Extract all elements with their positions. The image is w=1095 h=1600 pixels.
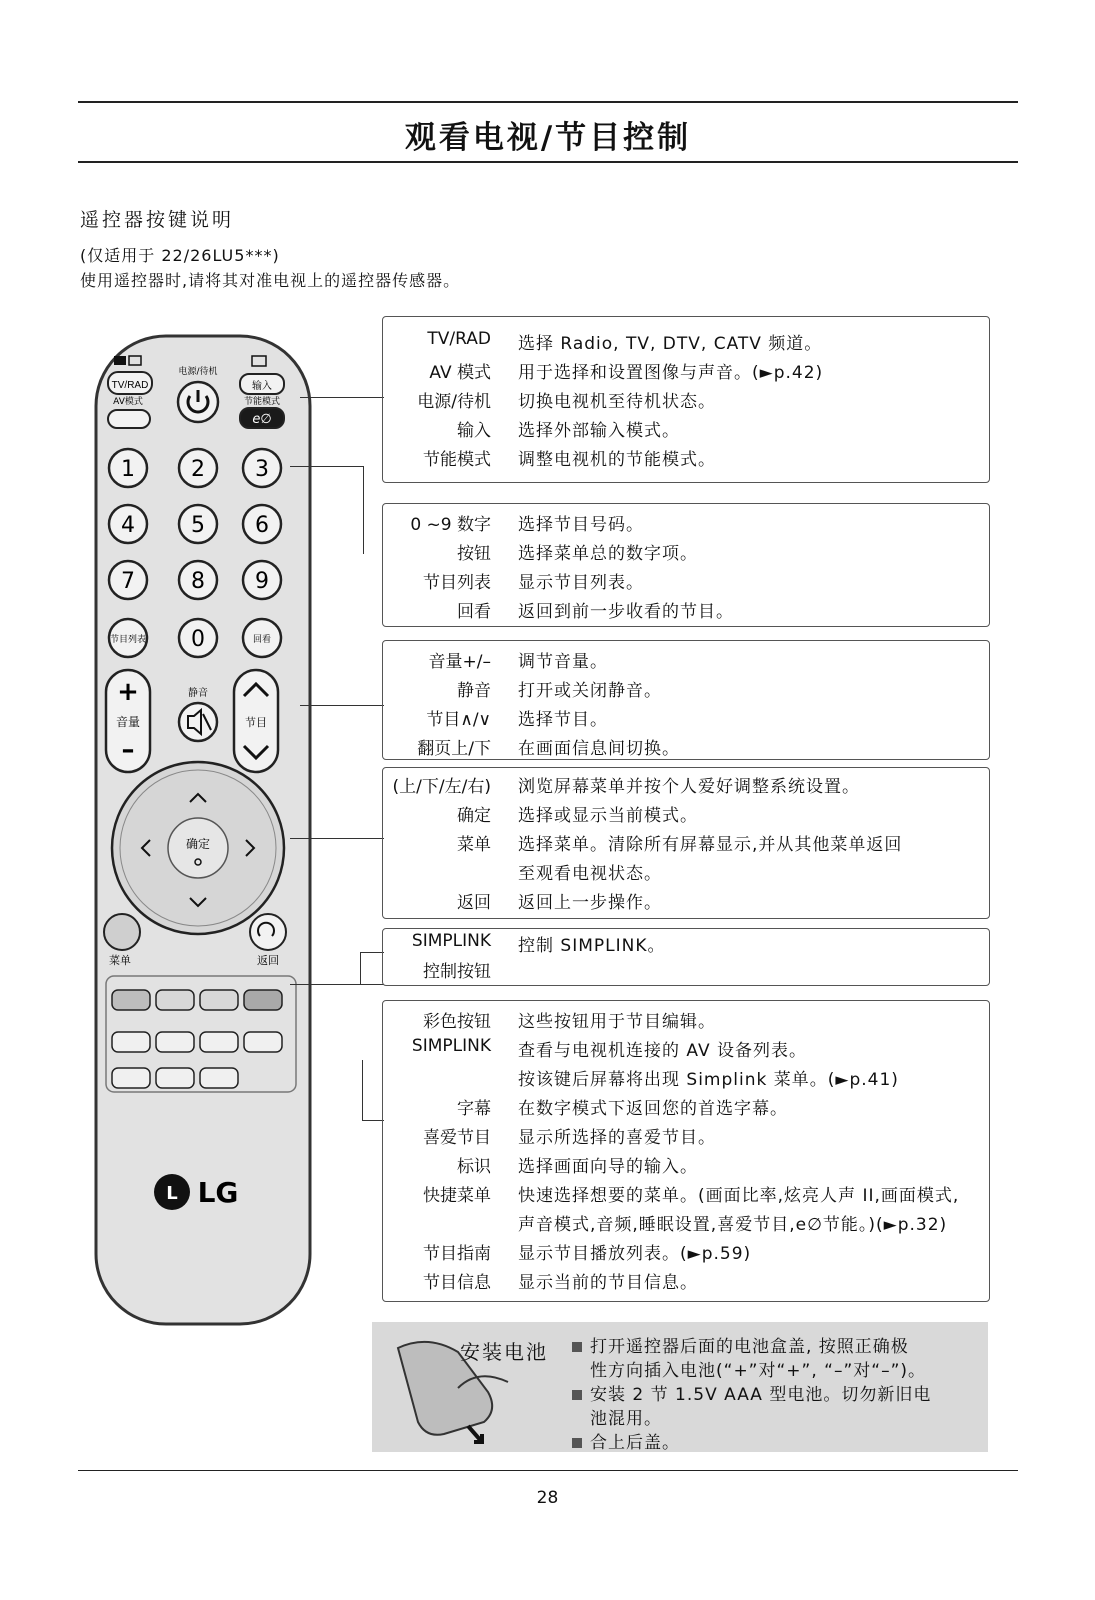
key-description: 返回到前一步收看的节目。 bbox=[518, 602, 734, 622]
leader-line bbox=[300, 705, 384, 706]
battery-instruction-text: 池混用。 bbox=[590, 1409, 662, 1429]
leader-line bbox=[290, 466, 364, 467]
key-description: 在数字模式下返回您的首选字幕。 bbox=[518, 1099, 788, 1119]
menu-label: 菜单 bbox=[109, 954, 131, 967]
key-description: 显示所选择的喜爱节目。 bbox=[518, 1128, 716, 1148]
mute-button[interactable] bbox=[179, 703, 217, 741]
battery-title: 安装电池 bbox=[460, 1340, 548, 1364]
key-label: 回看 bbox=[457, 602, 491, 622]
battery-section bbox=[372, 1322, 988, 1452]
svg-text:6: 6 bbox=[255, 513, 269, 538]
key-label: 节目∧/∨ bbox=[426, 710, 491, 730]
battery-instruction bbox=[590, 1356, 926, 1381]
svg-text:2: 2 bbox=[191, 457, 205, 482]
key-label: 0 ~9 数字 bbox=[410, 515, 491, 535]
key-label: 节目指南 bbox=[423, 1244, 491, 1264]
battery-instruction-text: 合上后盖。 bbox=[590, 1433, 680, 1453]
model-note: (仅适用于 22/26LU5***) bbox=[80, 246, 280, 265]
svg-text:e∅: e∅ bbox=[252, 412, 272, 427]
key-description: 选择节目号码。 bbox=[518, 515, 644, 535]
key-description: 显示节目列表。 bbox=[518, 573, 644, 593]
title-rule bbox=[78, 161, 1018, 163]
key-description: 调节音量。 bbox=[518, 652, 608, 672]
battery-instruction-text: 打开遥控器后面的电池盒盖, 按照正确极 bbox=[590, 1337, 909, 1357]
svg-text:–: – bbox=[121, 735, 135, 765]
key-description: 打开或关闭静音。 bbox=[518, 681, 662, 701]
key-description: 查看与电视机连接的 AV 设备列表。 bbox=[518, 1041, 807, 1061]
battery-instruction-text: 性方向插入电池(“+”对“+”, “–”对“–”)。 bbox=[590, 1361, 927, 1381]
key-description: 选择外部输入模式。 bbox=[518, 421, 680, 441]
mute-label: 静音 bbox=[188, 688, 208, 699]
number-key-8[interactable] bbox=[243, 561, 281, 599]
program-rocker[interactable] bbox=[234, 670, 278, 772]
svg-text:L: L bbox=[166, 1183, 178, 1204]
key-description: 选择菜单。清除所有屏幕显示,并从其他菜单返回 bbox=[518, 835, 903, 855]
number-key-1[interactable] bbox=[179, 449, 217, 487]
key-label: 按钮 bbox=[457, 544, 491, 564]
key-label: 音量+/– bbox=[428, 652, 491, 672]
number-key-3[interactable] bbox=[109, 505, 147, 543]
key-label: 电源/待机 bbox=[417, 392, 491, 412]
svg-text:节目列表: 节目列表 bbox=[109, 635, 147, 645]
key-description: 切换电视机至待机状态。 bbox=[518, 392, 716, 412]
key-label: SIMPLINK bbox=[411, 1036, 491, 1056]
svg-text:输入: 输入 bbox=[252, 381, 272, 392]
key-label: 控制按钮 bbox=[423, 962, 491, 982]
key-description: 声音模式,音频,睡眠设置,喜爱节目,e∅节能。)(►p.32) bbox=[518, 1215, 948, 1235]
svg-text:回看: 回看 bbox=[252, 635, 272, 645]
key-label: AV 模式 bbox=[429, 363, 491, 383]
key-description: 调整电视机的节能模式。 bbox=[518, 450, 716, 470]
fastforward-button[interactable] bbox=[200, 1032, 238, 1052]
svg-text:9: 9 bbox=[255, 569, 269, 594]
av-mode-button[interactable] bbox=[108, 410, 150, 428]
leader-line bbox=[360, 952, 361, 984]
battery-instruction bbox=[572, 1428, 680, 1453]
svg-text:0: 0 bbox=[191, 627, 205, 652]
number-key-7[interactable] bbox=[179, 561, 217, 599]
key-label: 节目信息 bbox=[423, 1273, 491, 1293]
guide-button[interactable] bbox=[156, 1068, 194, 1088]
key-label: 翻页上/下 bbox=[417, 739, 491, 759]
key-description: 选择画面向导的输入。 bbox=[518, 1157, 698, 1177]
key-label: 返回 bbox=[457, 893, 491, 913]
svg-text:1: 1 bbox=[121, 457, 135, 482]
number-key-2[interactable] bbox=[243, 449, 281, 487]
description-group bbox=[382, 640, 990, 760]
key-label: 标识 bbox=[457, 1157, 491, 1177]
key-description: 选择菜单总的数字项。 bbox=[518, 544, 698, 564]
leader-line bbox=[300, 397, 384, 398]
leader-line bbox=[290, 984, 384, 985]
energy-label: 节能模式 bbox=[243, 397, 281, 407]
key-description: 在画面信息间切换。 bbox=[518, 739, 680, 759]
leader-line bbox=[362, 1060, 363, 1120]
number-key-4[interactable] bbox=[179, 505, 217, 543]
svg-text:确定: 确定 bbox=[185, 837, 211, 851]
key-description: 快速选择想要的菜单。(画面比率,炫亮人声 II,画面模式, bbox=[518, 1186, 960, 1206]
svg-text:3: 3 bbox=[255, 457, 269, 482]
battery-instruction bbox=[572, 1380, 931, 1405]
key-description: 这些按钮用于节目编辑。 bbox=[518, 1012, 716, 1032]
description-group bbox=[382, 1000, 990, 1302]
simplink-button[interactable] bbox=[112, 1032, 150, 1052]
description-group bbox=[382, 767, 990, 919]
svg-text:4: 4 bbox=[121, 513, 135, 538]
menu-button[interactable] bbox=[104, 914, 140, 950]
input-button[interactable] bbox=[240, 374, 284, 394]
key-label: 节目列表 bbox=[423, 573, 491, 593]
description-group bbox=[382, 503, 990, 627]
key-description: 用于选择和设置图像与声音。(►p.42) bbox=[518, 363, 824, 383]
q-menu-button[interactable] bbox=[112, 1068, 150, 1088]
recall-button[interactable] bbox=[243, 619, 281, 657]
key-description: 返回上一步操作。 bbox=[518, 893, 662, 913]
bottom-rule bbox=[78, 1470, 1018, 1471]
svg-text:节目: 节目 bbox=[245, 716, 267, 729]
page-title: 观看电视/节目控制 bbox=[404, 120, 692, 156]
leader-line bbox=[363, 466, 364, 554]
description-group bbox=[382, 928, 990, 986]
key-description: 至观看电视状态。 bbox=[518, 864, 662, 884]
key-description: 按该键后屏幕将出现 Simplink 菜单。(►p.41) bbox=[518, 1070, 899, 1090]
tvrad-button[interactable] bbox=[108, 372, 152, 394]
svg-text:TV/RAD: TV/RAD bbox=[111, 380, 149, 391]
svg-text:8: 8 bbox=[191, 569, 205, 594]
info-button[interactable] bbox=[200, 1068, 238, 1088]
key-label: 彩色按钮 bbox=[423, 1012, 491, 1032]
subtitle-button[interactable] bbox=[244, 1032, 282, 1052]
leader-line bbox=[360, 952, 384, 953]
back-label: 返回 bbox=[257, 954, 279, 967]
key-description: 浏览屏幕菜单并按个人爱好调整系统设置。 bbox=[518, 777, 860, 797]
back-button[interactable] bbox=[250, 914, 286, 950]
key-description: 控制 SIMPLINK。 bbox=[518, 936, 666, 956]
ok-button[interactable] bbox=[168, 818, 228, 878]
volume-rocker[interactable] bbox=[106, 670, 150, 772]
battery-instruction-text: 安装 2 节 1.5V AAA 型电池。切勿新旧电 bbox=[590, 1385, 932, 1405]
svg-text:音量: 音量 bbox=[115, 715, 141, 729]
description-group bbox=[382, 316, 990, 483]
rewind-button[interactable] bbox=[156, 1032, 194, 1052]
number-key-0[interactable] bbox=[109, 449, 147, 487]
svg-text:5: 5 bbox=[191, 513, 205, 538]
key-label: 输入 bbox=[457, 421, 491, 441]
remote-illustration bbox=[92, 330, 317, 1330]
key-label: (上/下/左/右) bbox=[392, 777, 491, 797]
top-rule bbox=[78, 101, 1018, 103]
power-label: 电源/待机 bbox=[178, 367, 218, 377]
battery-instruction bbox=[590, 1404, 662, 1429]
key-label: SIMPLINK bbox=[411, 931, 491, 951]
energy-button[interactable] bbox=[240, 408, 284, 428]
svg-text:+: + bbox=[117, 677, 139, 707]
key-description: 选择或显示当前模式。 bbox=[518, 806, 698, 826]
bullet-icon bbox=[572, 1342, 582, 1352]
list-button[interactable] bbox=[109, 619, 147, 657]
key-label: 菜单 bbox=[457, 835, 491, 855]
key-label: 静音 bbox=[457, 681, 491, 701]
svg-text:7: 7 bbox=[121, 569, 135, 594]
av-mode-label: AV模式 bbox=[113, 397, 143, 407]
key-description: 显示节目播放列表。(►p.59) bbox=[518, 1244, 752, 1264]
svg-text:LG: LG bbox=[197, 1176, 239, 1209]
leader-line bbox=[290, 838, 384, 839]
key-label: 喜爱节目 bbox=[423, 1128, 491, 1148]
key-label: 快捷菜单 bbox=[423, 1186, 491, 1206]
key-label: 确定 bbox=[457, 806, 491, 826]
key-label: 字幕 bbox=[457, 1099, 491, 1119]
bullet-icon bbox=[572, 1438, 582, 1448]
number-key-5[interactable] bbox=[243, 505, 281, 543]
leader-line bbox=[362, 1120, 384, 1121]
power-button[interactable] bbox=[178, 382, 218, 422]
number-key-9[interactable] bbox=[179, 619, 217, 657]
key-description: 选择 Radio, TV, DTV, CATV 频道。 bbox=[518, 334, 823, 354]
page-number: 28 bbox=[536, 1488, 559, 1508]
battery-instruction bbox=[572, 1332, 909, 1357]
key-description: 选择节目。 bbox=[518, 710, 608, 730]
bullet-icon bbox=[572, 1390, 582, 1400]
section-title: 遥控器按键说明 bbox=[80, 209, 235, 231]
key-label: TV/RAD bbox=[427, 329, 491, 349]
usage-note: 使用遥控器时,请将其对准电视上的遥控器传感器。 bbox=[80, 271, 461, 290]
number-key-6[interactable] bbox=[109, 561, 147, 599]
key-label: 节能模式 bbox=[423, 450, 491, 470]
key-description: 显示当前的节目信息。 bbox=[518, 1273, 698, 1293]
